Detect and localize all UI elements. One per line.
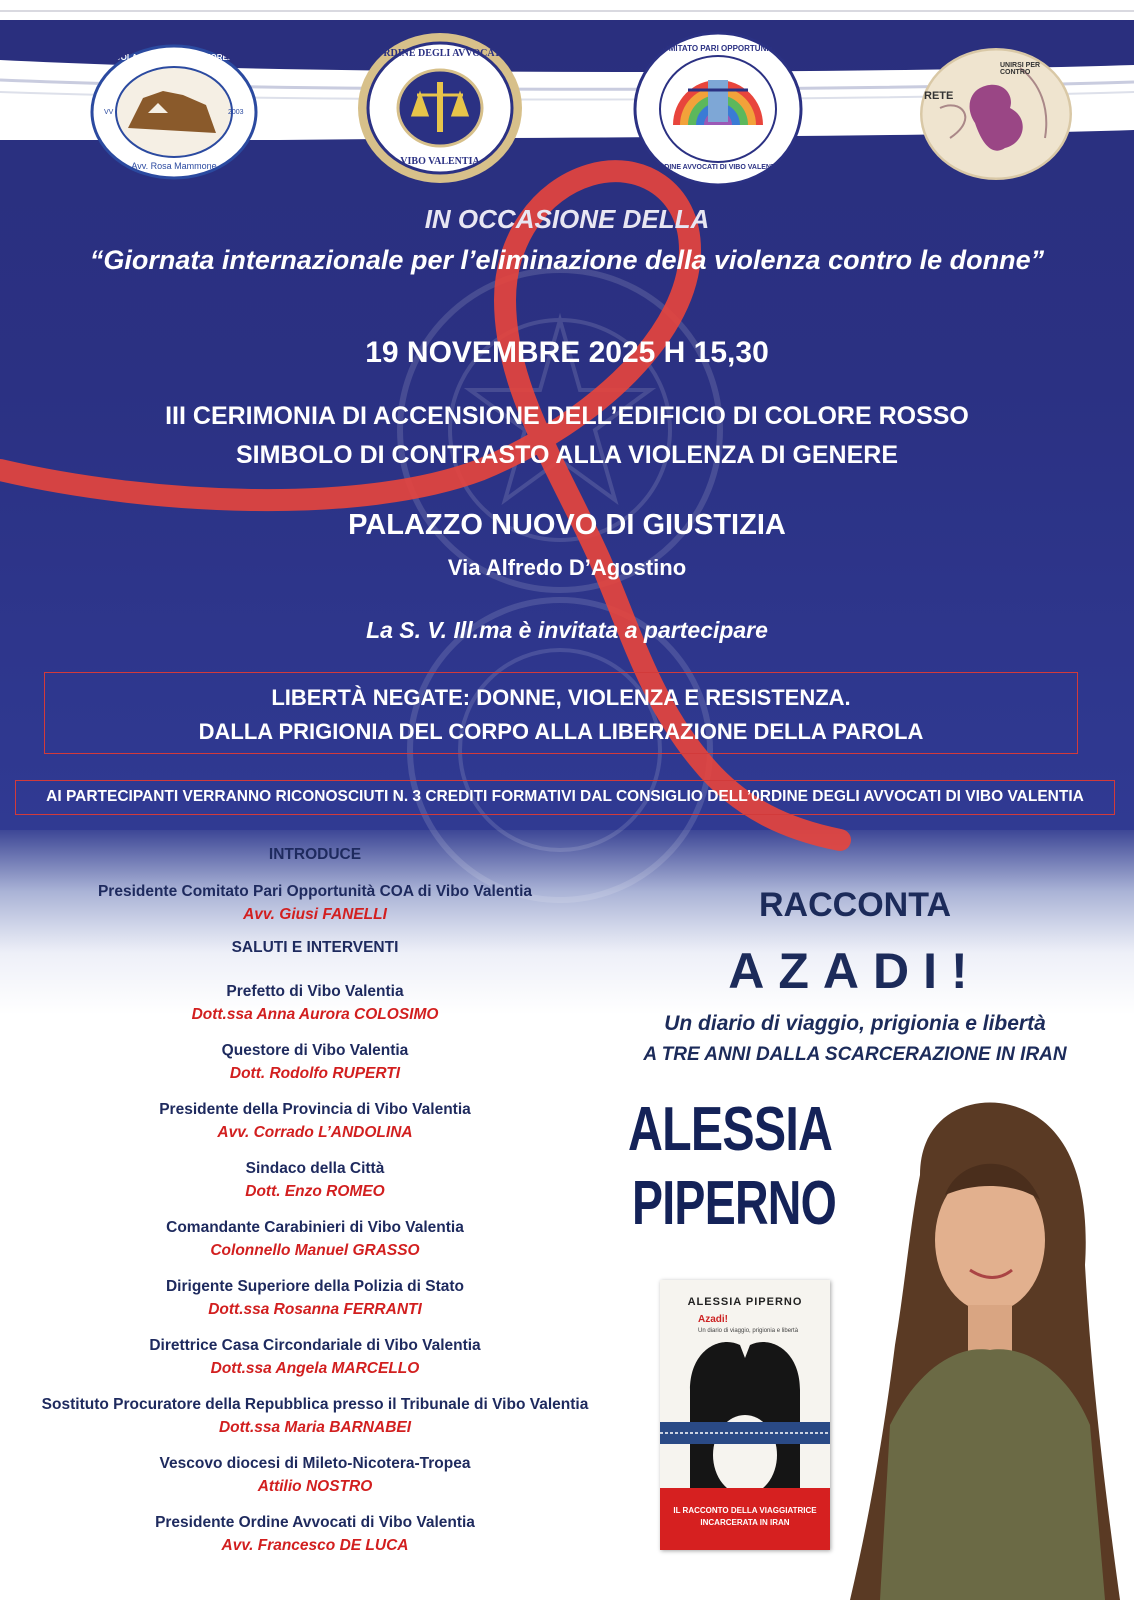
book-band <box>660 1488 830 1550</box>
scuola-left-mark: VV <box>104 109 114 116</box>
book-cover <box>660 1280 830 1550</box>
racconta-heading: RACCONTA <box>758 886 951 924</box>
cerimonia-line-2: SIMBOLO DI CONTRASTO ALLA VIOLENZA DI GENERE <box>235 441 899 469</box>
speaker-role: Direttrice Casa Circondariale di Vibo Valentia <box>149 1337 481 1354</box>
speaker-name: Dott.ssa Rosanna FERRANTI <box>208 1301 422 1318</box>
speaker-role: Sostituto Procuratore della Repubblica presso il Tribunale di Vibo Valentia <box>41 1396 589 1413</box>
ordine-bottom-text: VIBO VALENTIA <box>400 156 480 167</box>
speaker-role: Presidente della Provincia di Vibo Valentia <box>159 1101 471 1118</box>
diario-subtitle: Un diario di viaggio, prigionia e libertà <box>664 1012 1046 1035</box>
speaker-role: Presidente Ordine Avvocati di Vibo Valentia <box>155 1514 475 1531</box>
venue-address: Via Alfredo D’Agostino <box>447 555 687 580</box>
speaker-role: Comandante Carabinieri di Vibo Valentia <box>166 1219 464 1236</box>
giornata-title: “Giornata internazionale per l’eliminazione della violenza contro le donne” <box>89 245 1045 275</box>
theme-box <box>44 672 1078 754</box>
speaker-role: Vescovo diocesi di Mileto-Nicotera-Tropea <box>159 1455 471 1472</box>
book-title: Azadi! <box>698 1314 728 1325</box>
scuola-forense-logo <box>88 43 260 181</box>
rete-label: RETE <box>924 90 954 102</box>
comitato-ring-text: COMITATO PARI OPPORTUNITÀ <box>656 44 780 53</box>
author-first-name: ALESSIA <box>628 1095 833 1164</box>
book-cover-art <box>660 1280 830 1490</box>
comitato-bottom-text: ORDINE AVVOCATI DI VIBO VALENTIA <box>653 164 783 171</box>
ordine-avvocati-logo <box>355 30 525 185</box>
rete-unirsi-logo <box>920 48 1072 180</box>
speaker-name: Attilio NOSTRO <box>257 1478 373 1495</box>
introduce-name: Avv. Giusi FANELLI <box>243 906 387 923</box>
speaker-name: Dott. Rodolfo RUPERTI <box>229 1065 401 1082</box>
speaker-name: Colonnello Manuel GRASSO <box>210 1242 420 1259</box>
cerimonia-line-1: III CERIMONIA DI ACCENSIONE DELL’EDIFICIO DI COLORE ROSSO <box>165 402 969 430</box>
theme-line-2: DALLA PRIGIONIA DEL CORPO ALLA LIBERAZIONE DELLA PAROLA <box>198 719 924 744</box>
introduce-role: Presidente Comitato Pari Opportunità COA di Vibo Valentia <box>97 883 533 900</box>
speaker-name: Avv. Francesco DE LUCA <box>221 1537 409 1554</box>
speaker-name: Dott. Enzo ROMEO <box>245 1183 385 1200</box>
speaker-role: Questore di Vibo Valentia <box>221 1042 409 1059</box>
scuola-ring-text: SCUOLA DI FORMAZIONE FORENSE <box>103 53 245 62</box>
author-last-name: PIPERNO <box>632 1169 837 1238</box>
speaker-name: Dott.ssa Angela MARCELLO <box>210 1360 420 1377</box>
book-band-line-2: INCARCERATA IN IRAN <box>700 1518 790 1527</box>
book-subtitle: Un diario di viaggio, prigionia e libertà <box>698 1328 799 1334</box>
credits-box <box>15 780 1115 815</box>
introduce-heading: INTRODUCE <box>268 846 362 863</box>
azadi-title: AZADI! <box>728 943 982 999</box>
scuola-bottom-text: Avv. Rosa Mammone <box>131 161 217 171</box>
credits-note: AI PARTECIPANTI VERRANNO RICONOSCIUTI N. 3 CREDITI FORMATIVI DAL CONSIGLIO DELL’0RDINE DEGLI AVVOCATI DI VIBO VALENTIA <box>46 788 1084 805</box>
speaker-role: Sindaco della Città <box>245 1160 385 1177</box>
tre-anni-line: A TRE ANNI DALLA SCARCERAZIONE IN IRAN <box>643 1044 1067 1065</box>
comitato-pari-opportunita-logo <box>632 30 804 188</box>
speaker-role: Prefetto di Vibo Valentia <box>226 983 404 1000</box>
scuola-right-mark: 2003 <box>228 109 244 116</box>
speaker-name: Dott.ssa Anna Aurora COLOSIMO <box>191 1006 439 1023</box>
saluti-heading: SALUTI E INTERVENTI <box>231 939 399 956</box>
theme-line-1: LIBERTÀ NEGATE: DONNE, VIOLENZA E RESISTENZA. <box>271 685 851 710</box>
occasion-heading: IN OCCASIONE DELLA <box>424 204 710 234</box>
invitation-line: La S. V. Ill.ma è invitata a partecipare <box>366 617 768 643</box>
venue-name: PALAZZO NUOVO DI GIUSTIZIA <box>348 509 786 541</box>
speaker-role: Dirigente Superiore della Polizia di Stato <box>165 1278 464 1295</box>
speaker-name: Dott.ssa Maria BARNABEI <box>218 1419 412 1436</box>
author-portrait <box>850 1095 1120 1600</box>
speaker-name: Avv. Corrado L’ANDOLINA <box>217 1124 413 1141</box>
event-date: 19 NOVEMBRE 2025 H 15,30 <box>365 336 769 369</box>
ordine-ring-text: ORDINE DEGLI AVVOCATI <box>375 48 505 59</box>
book-band-line-1: IL RACCONTO DELLA VIAGGIATRICE <box>673 1506 817 1515</box>
book-author: ALESSIA PIPERNO <box>687 1296 803 1308</box>
uniti-label: UNIRSI PER CONTRO <box>1000 62 1041 76</box>
